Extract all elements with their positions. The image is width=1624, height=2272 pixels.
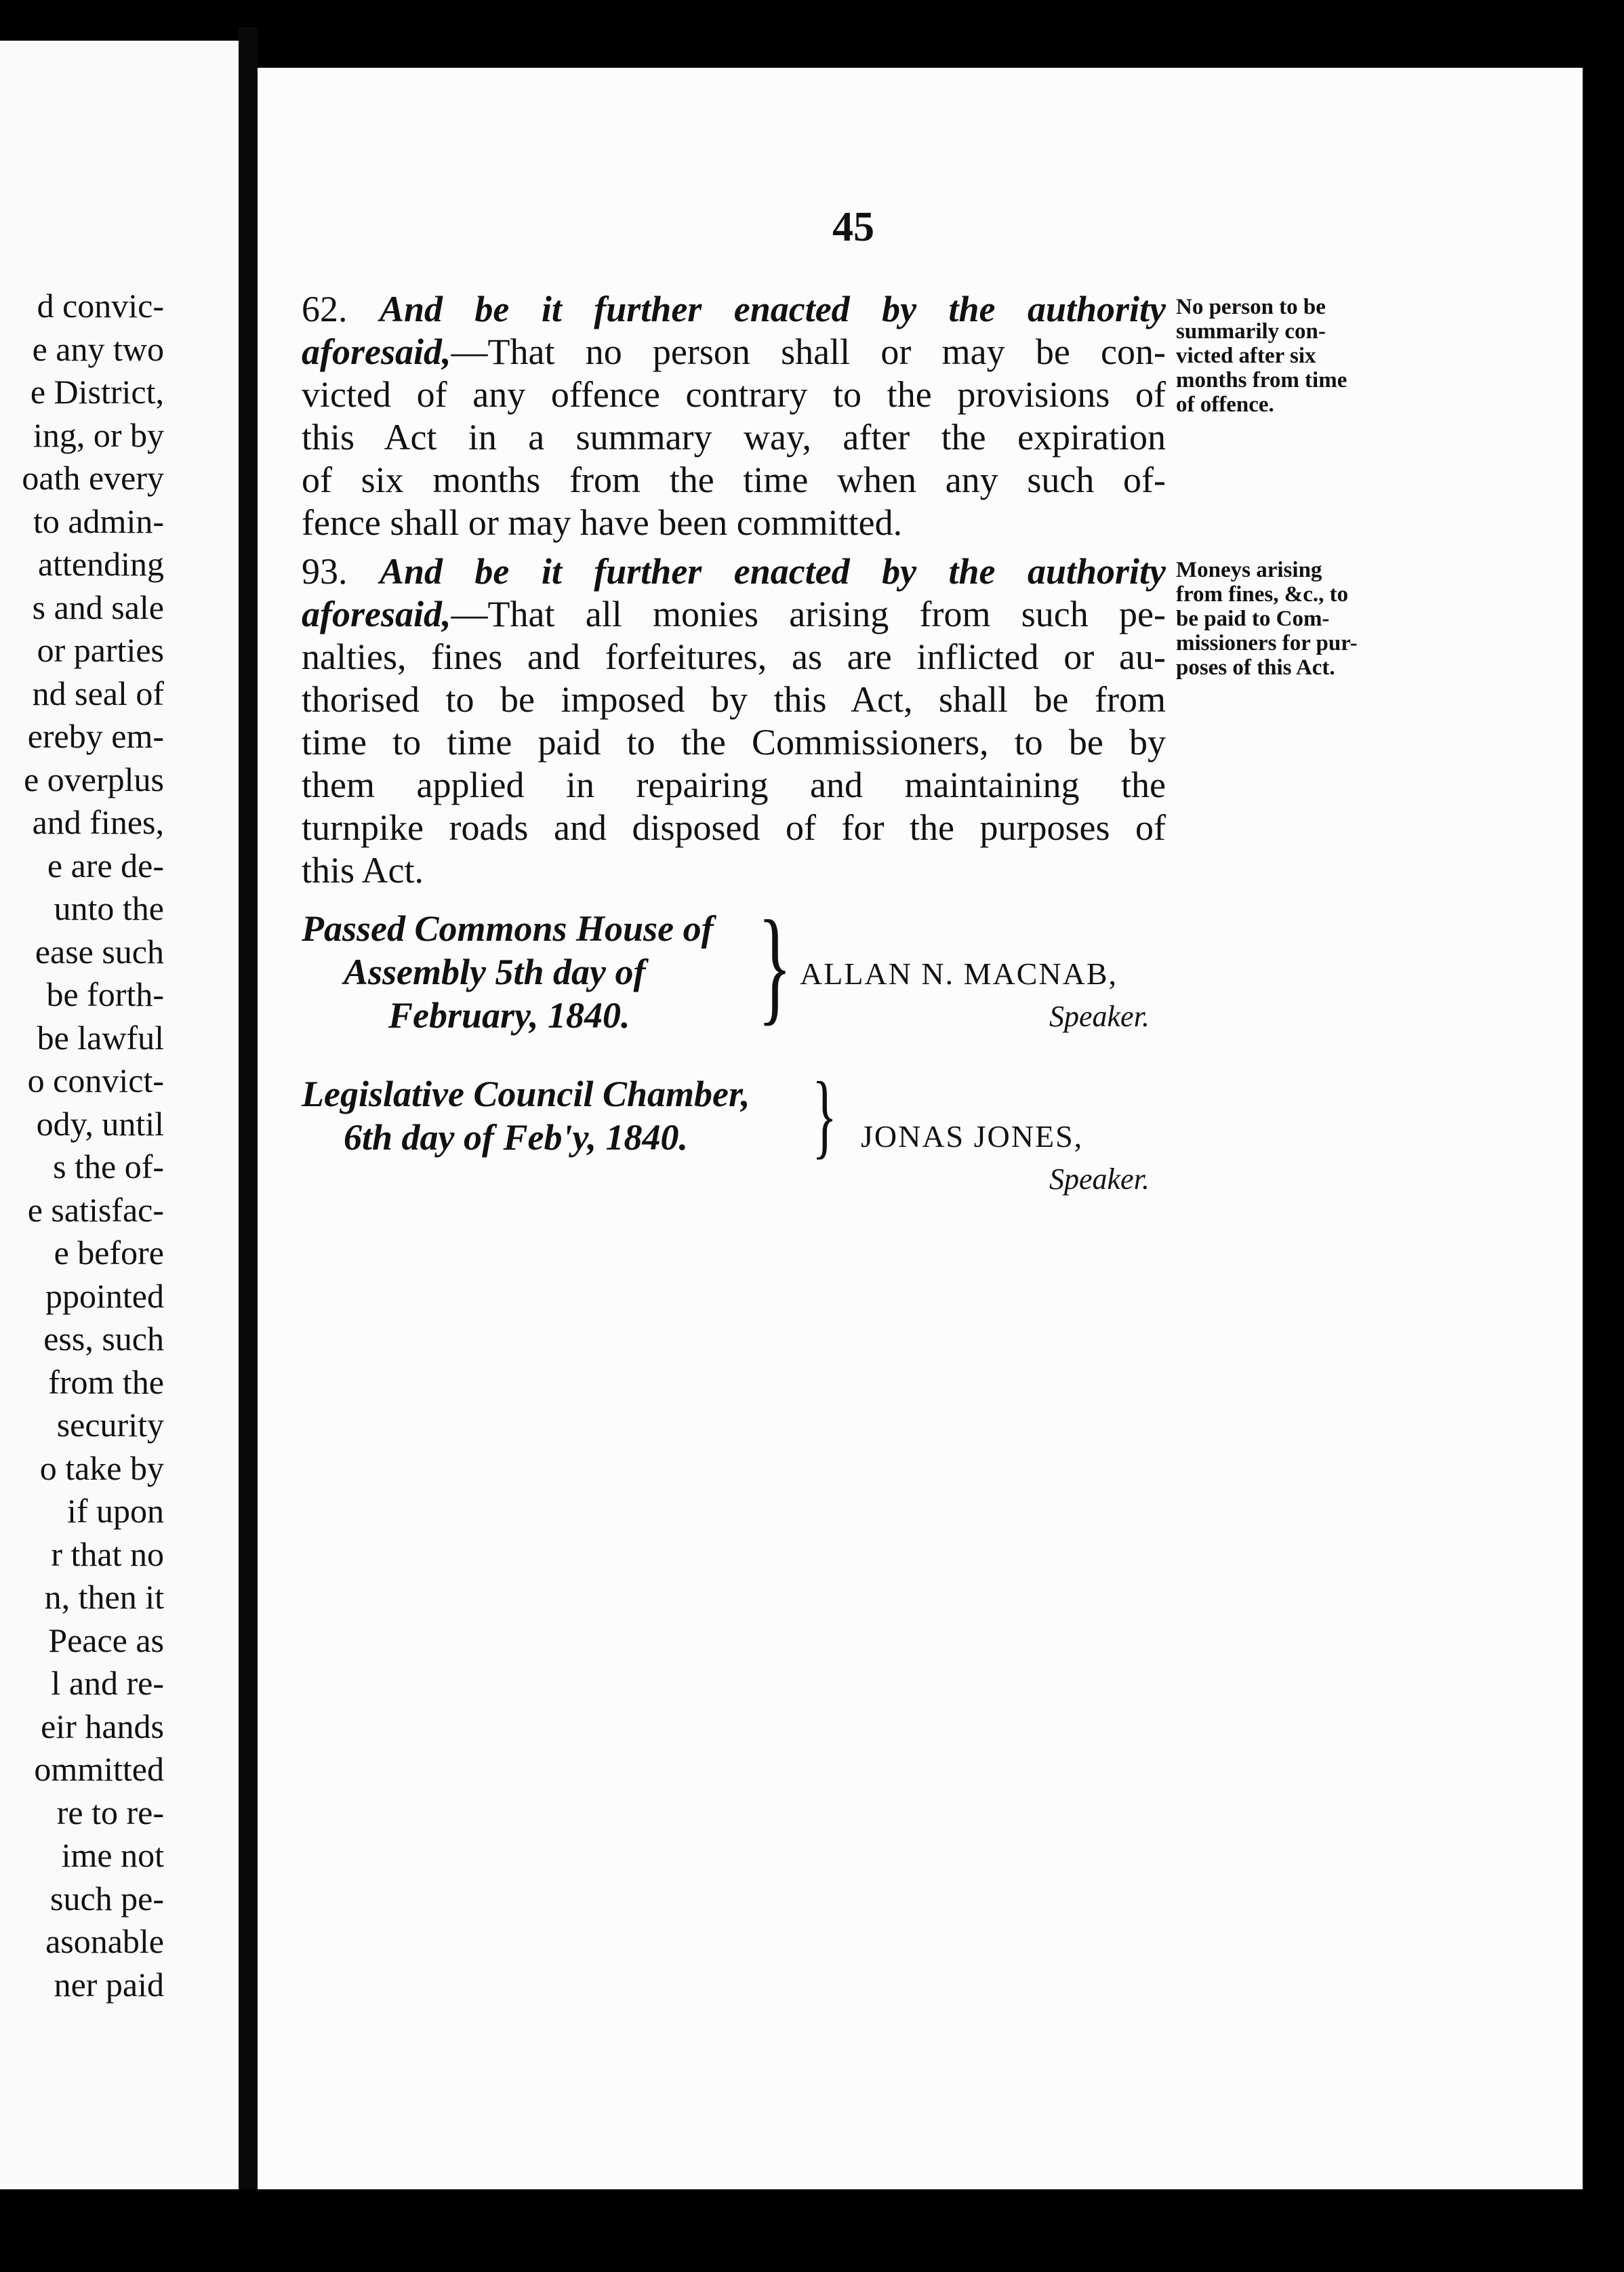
- left-page-line: e before: [54, 1234, 164, 1272]
- speaker-name: ALLAN N. MACNAB,: [800, 956, 1118, 991]
- left-page-line: ppointed: [45, 1276, 164, 1315]
- left-page-line: e overplus: [24, 760, 164, 798]
- council-attestation: [302, 1072, 750, 1159]
- speaker-title: Speaker.: [1049, 1162, 1150, 1196]
- attestation-line: Assembly 5th day of: [344, 952, 646, 992]
- section-number: 62.: [302, 289, 348, 329]
- section-text-line: victed of any offence contrary to the provisions of: [302, 374, 1166, 415]
- enacting-clause-start: And be it further enacted by the authority: [379, 289, 1166, 329]
- section-text-line: fence shall or may have been committed.: [302, 502, 903, 543]
- margin-note: Moneys arising from fines, &c., to be paid to Com- missioners for pur- poses of this Act.: [1176, 558, 1358, 680]
- left-page-line: ease such: [35, 932, 164, 971]
- left-page-line: attending: [37, 545, 164, 583]
- speaker-title: Speaker.: [1049, 1000, 1150, 1033]
- left-page-line: re to re-: [56, 1793, 164, 1831]
- left-page-line: s the of-: [53, 1148, 164, 1185]
- left-page-line: ess, such: [43, 1320, 164, 1358]
- left-page-line: ommitted: [34, 1750, 164, 1788]
- left-page-line: eir hands: [41, 1707, 164, 1745]
- section-62-line-2: aforesaid,—That no person shall or may be con-: [302, 331, 1166, 372]
- left-page-line: asonable: [45, 1922, 164, 1960]
- left-page-line: ime not: [61, 1836, 164, 1874]
- left-page-line: be forth-: [46, 975, 164, 1013]
- section-62: [302, 288, 1166, 544]
- left-page-line: from the: [48, 1362, 164, 1401]
- section-text-line: time to time paid to the Commissioners, to be by: [302, 722, 1166, 763]
- left-page-line: e District,: [30, 373, 164, 411]
- left-page-line: and fines,: [32, 803, 164, 841]
- section-93-line-1: [302, 550, 1166, 593]
- enacting-clause-start: And be it further enacted by the authority: [379, 551, 1166, 592]
- left-page-line: to admin-: [33, 502, 164, 540]
- section-text-line: this Act in a summary way, after the expiration: [302, 417, 1166, 458]
- left-page-line: e satisfac-: [27, 1190, 164, 1229]
- section-93: [302, 550, 1166, 892]
- section-text-line: nalties, fines and forfeitures, as are inflicted or au-: [302, 636, 1166, 677]
- enacting-clause-end: aforesaid,: [302, 331, 451, 372]
- left-page-line: e any two: [32, 329, 164, 368]
- attestation-line: February, 1840.: [388, 995, 630, 1036]
- left-page-line: if upon: [66, 1492, 164, 1530]
- section-text-line: this Act.: [302, 850, 424, 891]
- left-page-line: ner paid: [54, 1965, 164, 2004]
- left-page-line: d convic-: [37, 287, 164, 325]
- section-text-line: them applied in repairing and maintaining the: [302, 765, 1166, 805]
- left-page-line: r that no: [51, 1535, 164, 1573]
- section-text-line: thorised to be imposed by this Act, shall be from: [302, 679, 1166, 720]
- left-page-line: ing, or by: [33, 415, 164, 454]
- section-text-line: That no person shall or may be con-: [487, 331, 1166, 372]
- left-page-line: ody, until: [36, 1104, 164, 1143]
- speaker-name: JONAS JONES,: [861, 1119, 1084, 1154]
- left-page-line: such pe-: [50, 1879, 164, 1918]
- scan-border: [0, 2189, 1624, 2272]
- left-page-line: oath every: [22, 459, 164, 497]
- page-number: 45: [832, 204, 874, 250]
- page-gutter: [239, 27, 258, 2216]
- section-text-line: of six months from the time when any such of-: [302, 460, 1166, 500]
- left-page-line: e are de-: [47, 846, 164, 885]
- section-text-line: turnpike roads and disposed of for the purposes of: [302, 807, 1166, 848]
- left-page: [0, 41, 239, 2189]
- left-page-text: [0, 285, 239, 2006]
- attestation-line: Passed Commons House of: [302, 908, 714, 949]
- left-page-line: n, then it: [44, 1578, 164, 1616]
- commons-attestation: [302, 907, 714, 1037]
- attestation-line: Legislative Council Chamber,: [302, 1074, 750, 1114]
- brace: }: [812, 1063, 837, 1168]
- left-page-line: be lawful: [37, 1018, 164, 1057]
- brace: }: [758, 895, 792, 1037]
- enacting-clause-end: aforesaid,: [302, 594, 451, 634]
- section-62-line-1: [302, 288, 1166, 331]
- left-page-line: ereby em-: [27, 717, 164, 755]
- left-page-line: s and sale: [32, 588, 164, 626]
- left-page-line: or parties: [37, 631, 164, 669]
- left-page-line: o convict-: [27, 1061, 164, 1099]
- section-number: 93.: [302, 551, 348, 592]
- left-page-line: o take by: [39, 1448, 164, 1487]
- margin-note: No person to be summarily con- victed after six months from time of offence.: [1176, 295, 1347, 417]
- section-text-line: That all monies arising from such pe-: [487, 594, 1166, 634]
- attestation-line: 6th day of Feb'y, 1840.: [344, 1117, 688, 1158]
- left-page-line: unto the: [54, 889, 164, 927]
- left-page-line: security: [56, 1406, 164, 1444]
- left-page-line: Peace as: [48, 1621, 164, 1659]
- left-page-line: l and re-: [51, 1664, 164, 1702]
- left-page-line: nd seal of: [32, 674, 164, 712]
- section-93-line-2: aforesaid,—That all monies arising from such pe-: [302, 594, 1166, 634]
